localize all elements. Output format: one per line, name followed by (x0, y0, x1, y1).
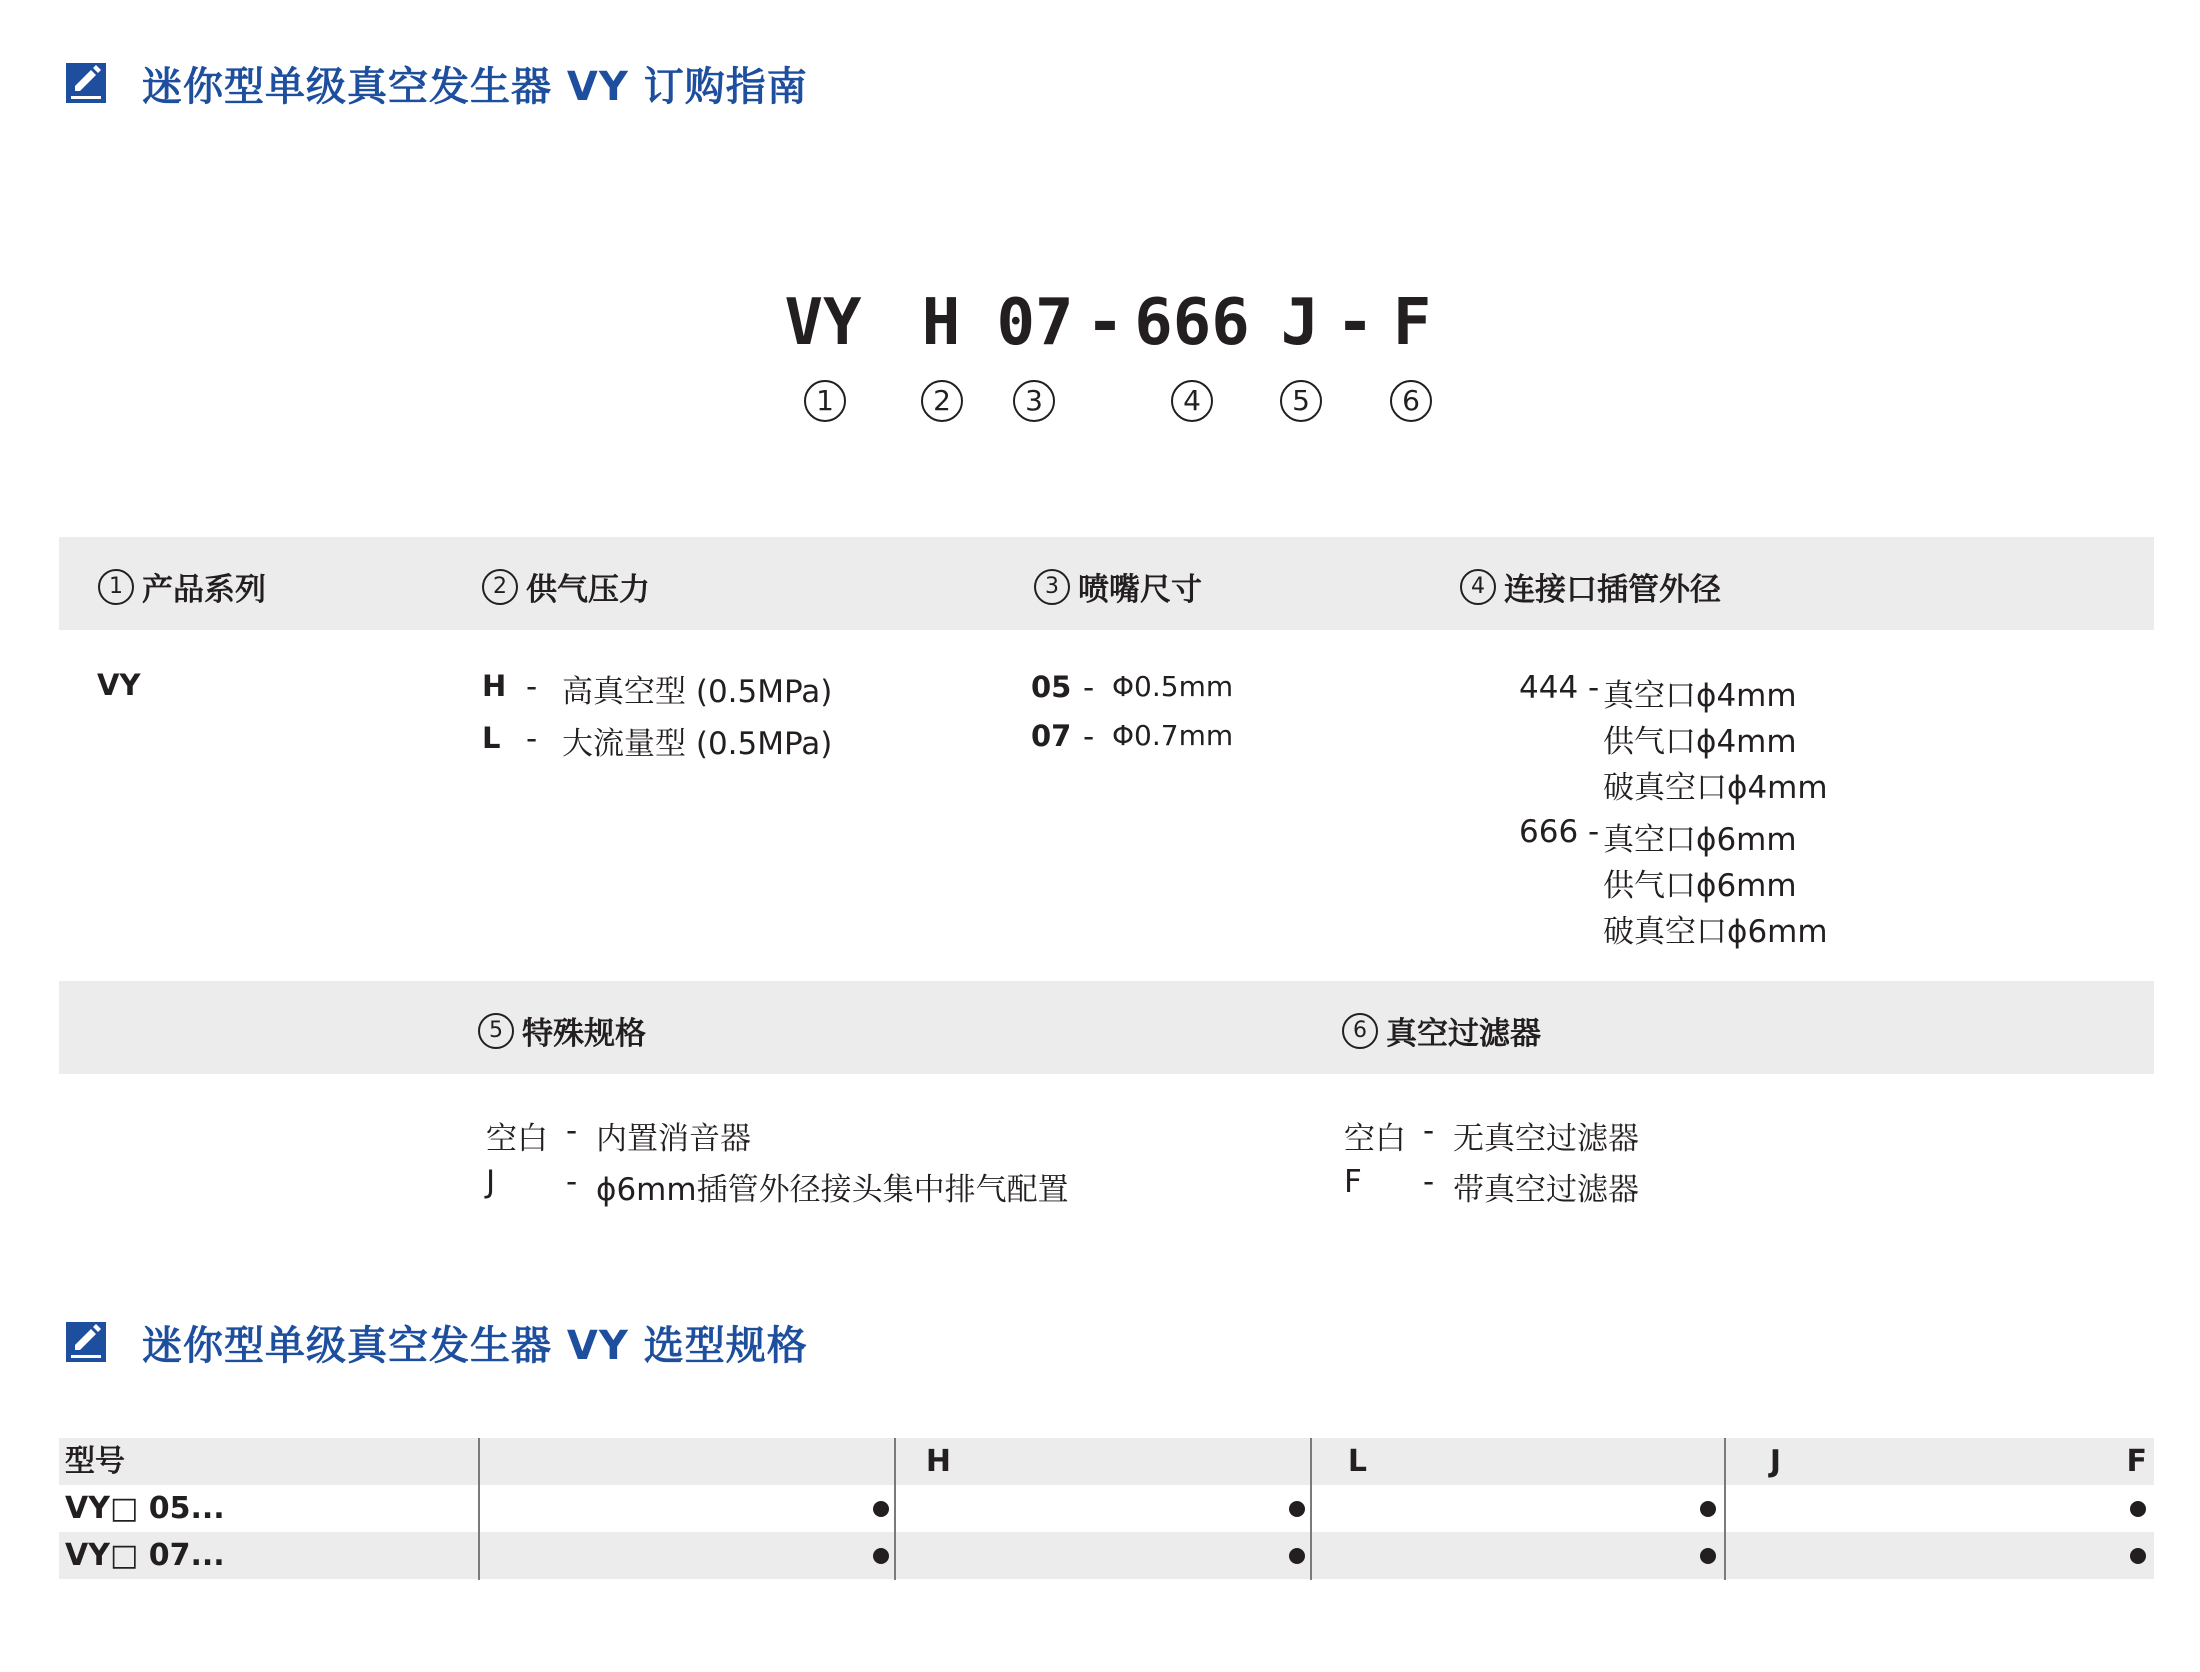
port-line: 供气口ϕ6mm (1603, 868, 1797, 904)
filter-code: 空白 (1344, 1121, 1406, 1157)
pressure-desc: 大流量型 (0.5MPa) (562, 726, 833, 762)
order-guide-title: 迷你型单级真空发生器 VY 订购指南 (142, 63, 808, 110)
column-header-f: F (2126, 1444, 2147, 1479)
table-header-row (59, 1438, 2154, 1485)
code-part-filter: F (1392, 286, 1432, 360)
port-line: 破真空口ϕ6mm (1603, 914, 1828, 950)
table-row (59, 1485, 2154, 1532)
code-part-special: J (1280, 286, 1320, 360)
pressure-dash: - (526, 721, 538, 757)
marker-5: 5 (1280, 380, 1322, 422)
pressure-dash: - (526, 669, 538, 705)
marker-1: 1 (98, 569, 134, 605)
code-part-series: VY (784, 286, 862, 360)
special-desc: 内置消音器 (596, 1121, 751, 1157)
row-label: VY□ 07... (65, 1538, 225, 1573)
port-code: 666 - (1519, 814, 1600, 850)
edit-pencil-icon (66, 63, 106, 103)
filter-desc: 带真空过滤器 (1453, 1172, 1639, 1208)
special-code: J (486, 1164, 496, 1200)
port-line: 真空口ϕ6mm (1603, 822, 1797, 858)
order-guide-header (66, 58, 808, 108)
marker-1: 1 (804, 380, 846, 422)
marker-6: 6 (1390, 380, 1432, 422)
code-part-dash: - (1335, 286, 1375, 360)
filter-dash: - (1423, 1164, 1435, 1200)
marker-6: 6 (1342, 1013, 1378, 1049)
marker-2: 2 (482, 569, 518, 605)
pressure-code: H (482, 669, 507, 703)
nozzle-code: 05 (1031, 670, 1072, 704)
nozzle-dash: - (1083, 670, 1095, 706)
port-line: 真空口ϕ4mm (1603, 678, 1797, 714)
code-part-pressure: H (921, 286, 961, 360)
nozzle-dash: - (1083, 719, 1095, 755)
special-dash: - (566, 1164, 578, 1200)
header-nozzle-size: 3 喷嘴尺寸 (1034, 564, 1202, 609)
header-port-size: 4 连接口插管外径 (1460, 564, 1721, 609)
column-divider (1724, 1438, 1726, 1580)
check-dot (1289, 1501, 1305, 1517)
header-product-series: 1 产品系列 (98, 564, 266, 609)
code-part-nozzle: 07 (996, 286, 1074, 360)
column-divider (894, 1438, 896, 1580)
nozzle-code: 07 (1031, 719, 1072, 753)
row-label: VY□ 05... (65, 1491, 225, 1526)
nozzle-desc: Φ0.5mm (1112, 670, 1234, 703)
table-row (59, 1532, 2154, 1579)
filter-dash: - (1423, 1113, 1435, 1149)
marker-4: 4 (1171, 380, 1213, 422)
marker-3: 3 (1034, 569, 1070, 605)
column-header-l: L (1347, 1444, 1367, 1479)
column-header-h: H (925, 1444, 951, 1479)
selection-spec-header (66, 1317, 808, 1367)
marker-5: 5 (478, 1013, 514, 1049)
column-divider (478, 1438, 480, 1580)
column-header-j: J (1769, 1444, 1781, 1479)
pressure-code: L (482, 721, 501, 755)
model-column-header: 型号 (65, 1444, 125, 1479)
pressure-desc: 高真空型 (0.5MPa) (562, 674, 833, 710)
filter-code: F (1344, 1164, 1362, 1200)
special-dash: - (566, 1113, 578, 1149)
spec-header-band-2 (59, 981, 2154, 1074)
check-dot (873, 1501, 889, 1517)
check-dot (1289, 1548, 1305, 1564)
edit-pencil-icon (66, 1322, 106, 1362)
special-desc: ϕ6mm插管外径接头集中排气配置 (596, 1172, 1069, 1208)
header-special-spec: 5 特殊规格 (478, 1008, 646, 1053)
selection-spec-title: 迷你型单级真空发生器 VY 选型规格 (142, 1322, 808, 1369)
code-part-port: 666 (1134, 286, 1250, 360)
check-dot (1700, 1501, 1716, 1517)
nozzle-desc: Φ0.7mm (1112, 719, 1234, 752)
check-dot (2130, 1548, 2146, 1564)
series-value: VY (97, 668, 141, 702)
check-dot (2130, 1501, 2146, 1517)
marker-4: 4 (1460, 569, 1496, 605)
marker-3: 3 (1013, 380, 1055, 422)
filter-desc: 无真空过滤器 (1453, 1121, 1639, 1157)
code-part-dash: - (1085, 286, 1125, 360)
header-vacuum-filter: 6 真空过滤器 (1342, 1008, 1541, 1053)
port-line: 破真空口ϕ4mm (1603, 770, 1828, 806)
port-code: 444 - (1519, 670, 1600, 706)
special-code: 空白 (486, 1121, 548, 1157)
header-supply-pressure: 2 供气压力 (482, 564, 650, 609)
port-line: 供气口ϕ4mm (1603, 724, 1797, 760)
check-dot (1700, 1548, 1716, 1564)
column-divider (1310, 1438, 1312, 1580)
marker-2: 2 (921, 380, 963, 422)
check-dot (873, 1548, 889, 1564)
